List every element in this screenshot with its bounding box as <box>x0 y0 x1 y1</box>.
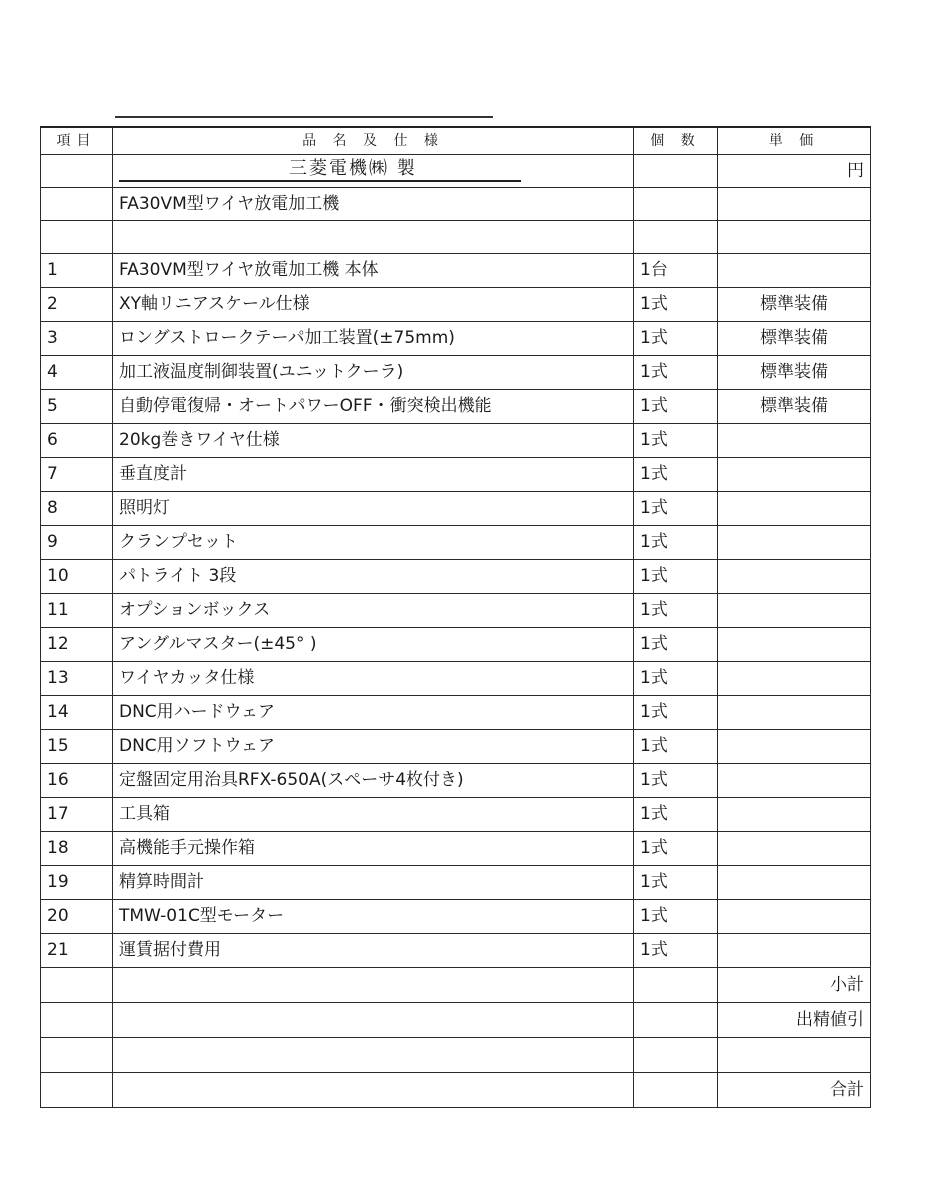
item-qty: 1式 <box>634 594 718 628</box>
item-price <box>718 662 871 696</box>
maker-label: 三菱電機㈱ 製 <box>119 160 521 182</box>
item-name: 20kg巻きワイヤ仕様 <box>113 424 634 458</box>
item-name: 精算時間計 <box>113 866 634 900</box>
item-no: 4 <box>41 356 113 390</box>
item-qty: 1式 <box>634 798 718 832</box>
item-no: 10 <box>41 560 113 594</box>
table-row <box>41 730 871 764</box>
total-label: 合計 <box>718 1073 871 1108</box>
table-row <box>41 560 871 594</box>
table-row <box>41 696 871 730</box>
item-no: 21 <box>41 934 113 968</box>
item-name: DNC用ソフトウェア <box>113 730 634 764</box>
item-name: 高機能手元操作箱 <box>113 832 634 866</box>
item-qty: 1式 <box>634 832 718 866</box>
header-row <box>41 127 871 155</box>
item-qty: 1式 <box>634 866 718 900</box>
item-no: 13 <box>41 662 113 696</box>
item-name: 加工液温度制御装置(ユニットクーラ) <box>113 356 634 390</box>
item-no: 2 <box>41 288 113 322</box>
quotation-table <box>40 126 871 1108</box>
item-price <box>718 798 871 832</box>
item-price <box>718 764 871 798</box>
table-row <box>41 458 871 492</box>
item-name: TMW-01C型モーター <box>113 900 634 934</box>
header-quantity: 個 数 <box>634 127 718 155</box>
item-name: ロングストロークテーパ加工装置(±75mm) <box>113 322 634 356</box>
table-row <box>41 322 871 356</box>
item-name: 照明灯 <box>113 492 634 526</box>
item-name: 自動停電復帰・オートパワーOFF・衝突検出機能 <box>113 390 634 424</box>
item-price <box>718 526 871 560</box>
table-row <box>41 356 871 390</box>
table-row <box>41 628 871 662</box>
item-price <box>718 934 871 968</box>
item-no: 15 <box>41 730 113 764</box>
item-no: 12 <box>41 628 113 662</box>
item-qty: 1式 <box>634 730 718 764</box>
item-name: XY軸リニアスケール仕様 <box>113 288 634 322</box>
item-name: パトライト 3段 <box>113 560 634 594</box>
item-qty: 1式 <box>634 662 718 696</box>
maker-row <box>41 155 871 188</box>
item-no: 18 <box>41 832 113 866</box>
item-qty: 1式 <box>634 696 718 730</box>
currency-label: 円 <box>718 155 871 188</box>
item-price <box>718 424 871 458</box>
model-title-row <box>41 188 871 221</box>
item-qty: 1式 <box>634 288 718 322</box>
item-price <box>718 832 871 866</box>
header-item-no: 項目 <box>41 127 113 155</box>
table-row <box>41 798 871 832</box>
table-row <box>41 900 871 934</box>
item-no: 9 <box>41 526 113 560</box>
item-price <box>718 492 871 526</box>
item-name: FA30VM型ワイヤ放電加工機 本体 <box>113 254 634 288</box>
model-title: FA30VM型ワイヤ放電加工機 <box>113 188 634 221</box>
discount-label: 出精値引 <box>718 1003 871 1038</box>
item-qty: 1式 <box>634 900 718 934</box>
item-qty: 1式 <box>634 764 718 798</box>
table-row <box>41 594 871 628</box>
item-no: 14 <box>41 696 113 730</box>
item-qty: 1式 <box>634 424 718 458</box>
item-no: 11 <box>41 594 113 628</box>
item-qty: 1式 <box>634 526 718 560</box>
item-price: 標準装備 <box>718 390 871 424</box>
item-price <box>718 866 871 900</box>
item-price <box>718 594 871 628</box>
item-qty: 1式 <box>634 322 718 356</box>
item-no: 17 <box>41 798 113 832</box>
item-no: 7 <box>41 458 113 492</box>
table-row <box>41 764 871 798</box>
item-no: 8 <box>41 492 113 526</box>
discount-row <box>41 1003 871 1038</box>
blank-row <box>41 221 871 254</box>
item-no: 6 <box>41 424 113 458</box>
table-row <box>41 832 871 866</box>
item-qty: 1台 <box>634 254 718 288</box>
table-row <box>41 492 871 526</box>
item-price: 標準装備 <box>718 322 871 356</box>
item-qty: 1式 <box>634 934 718 968</box>
header-name-spec: 品 名 及 仕 様 <box>113 127 634 155</box>
subtotal-label: 小計 <box>718 968 871 1003</box>
table-row <box>41 390 871 424</box>
item-no: 5 <box>41 390 113 424</box>
item-no: 1 <box>41 254 113 288</box>
item-name: アングルマスター(±45° ) <box>113 628 634 662</box>
item-qty: 1式 <box>634 560 718 594</box>
total-row <box>41 1073 871 1108</box>
subtotal-row <box>41 968 871 1003</box>
item-price <box>718 560 871 594</box>
item-price <box>718 730 871 764</box>
table-row <box>41 866 871 900</box>
item-price <box>718 458 871 492</box>
item-qty: 1式 <box>634 390 718 424</box>
item-no: 19 <box>41 866 113 900</box>
table-row <box>41 934 871 968</box>
item-qty: 1式 <box>634 356 718 390</box>
item-name: クランプセット <box>113 526 634 560</box>
item-name: 工具箱 <box>113 798 634 832</box>
item-name: 運賃据付費用 <box>113 934 634 968</box>
item-no: 16 <box>41 764 113 798</box>
table-row <box>41 526 871 560</box>
item-name: DNC用ハードウェア <box>113 696 634 730</box>
table-row <box>41 288 871 322</box>
table-row <box>41 254 871 288</box>
item-price: 標準装備 <box>718 356 871 390</box>
item-name: オプションボックス <box>113 594 634 628</box>
item-price <box>718 696 871 730</box>
header-unit-price: 単 価 <box>718 127 871 155</box>
blank-total-row <box>41 1038 871 1073</box>
item-no: 20 <box>41 900 113 934</box>
item-price <box>718 900 871 934</box>
item-qty: 1式 <box>634 492 718 526</box>
item-price <box>718 628 871 662</box>
top-rule <box>115 116 493 118</box>
item-name: ワイヤカッタ仕様 <box>113 662 634 696</box>
item-price <box>718 254 871 288</box>
item-qty: 1式 <box>634 628 718 662</box>
item-qty: 1式 <box>634 458 718 492</box>
table-row <box>41 662 871 696</box>
table-row <box>41 424 871 458</box>
item-name: 垂直度計 <box>113 458 634 492</box>
item-no: 3 <box>41 322 113 356</box>
item-name: 定盤固定用治具RFX-650A(スペーサ4枚付き) <box>113 764 634 798</box>
item-price: 標準装備 <box>718 288 871 322</box>
